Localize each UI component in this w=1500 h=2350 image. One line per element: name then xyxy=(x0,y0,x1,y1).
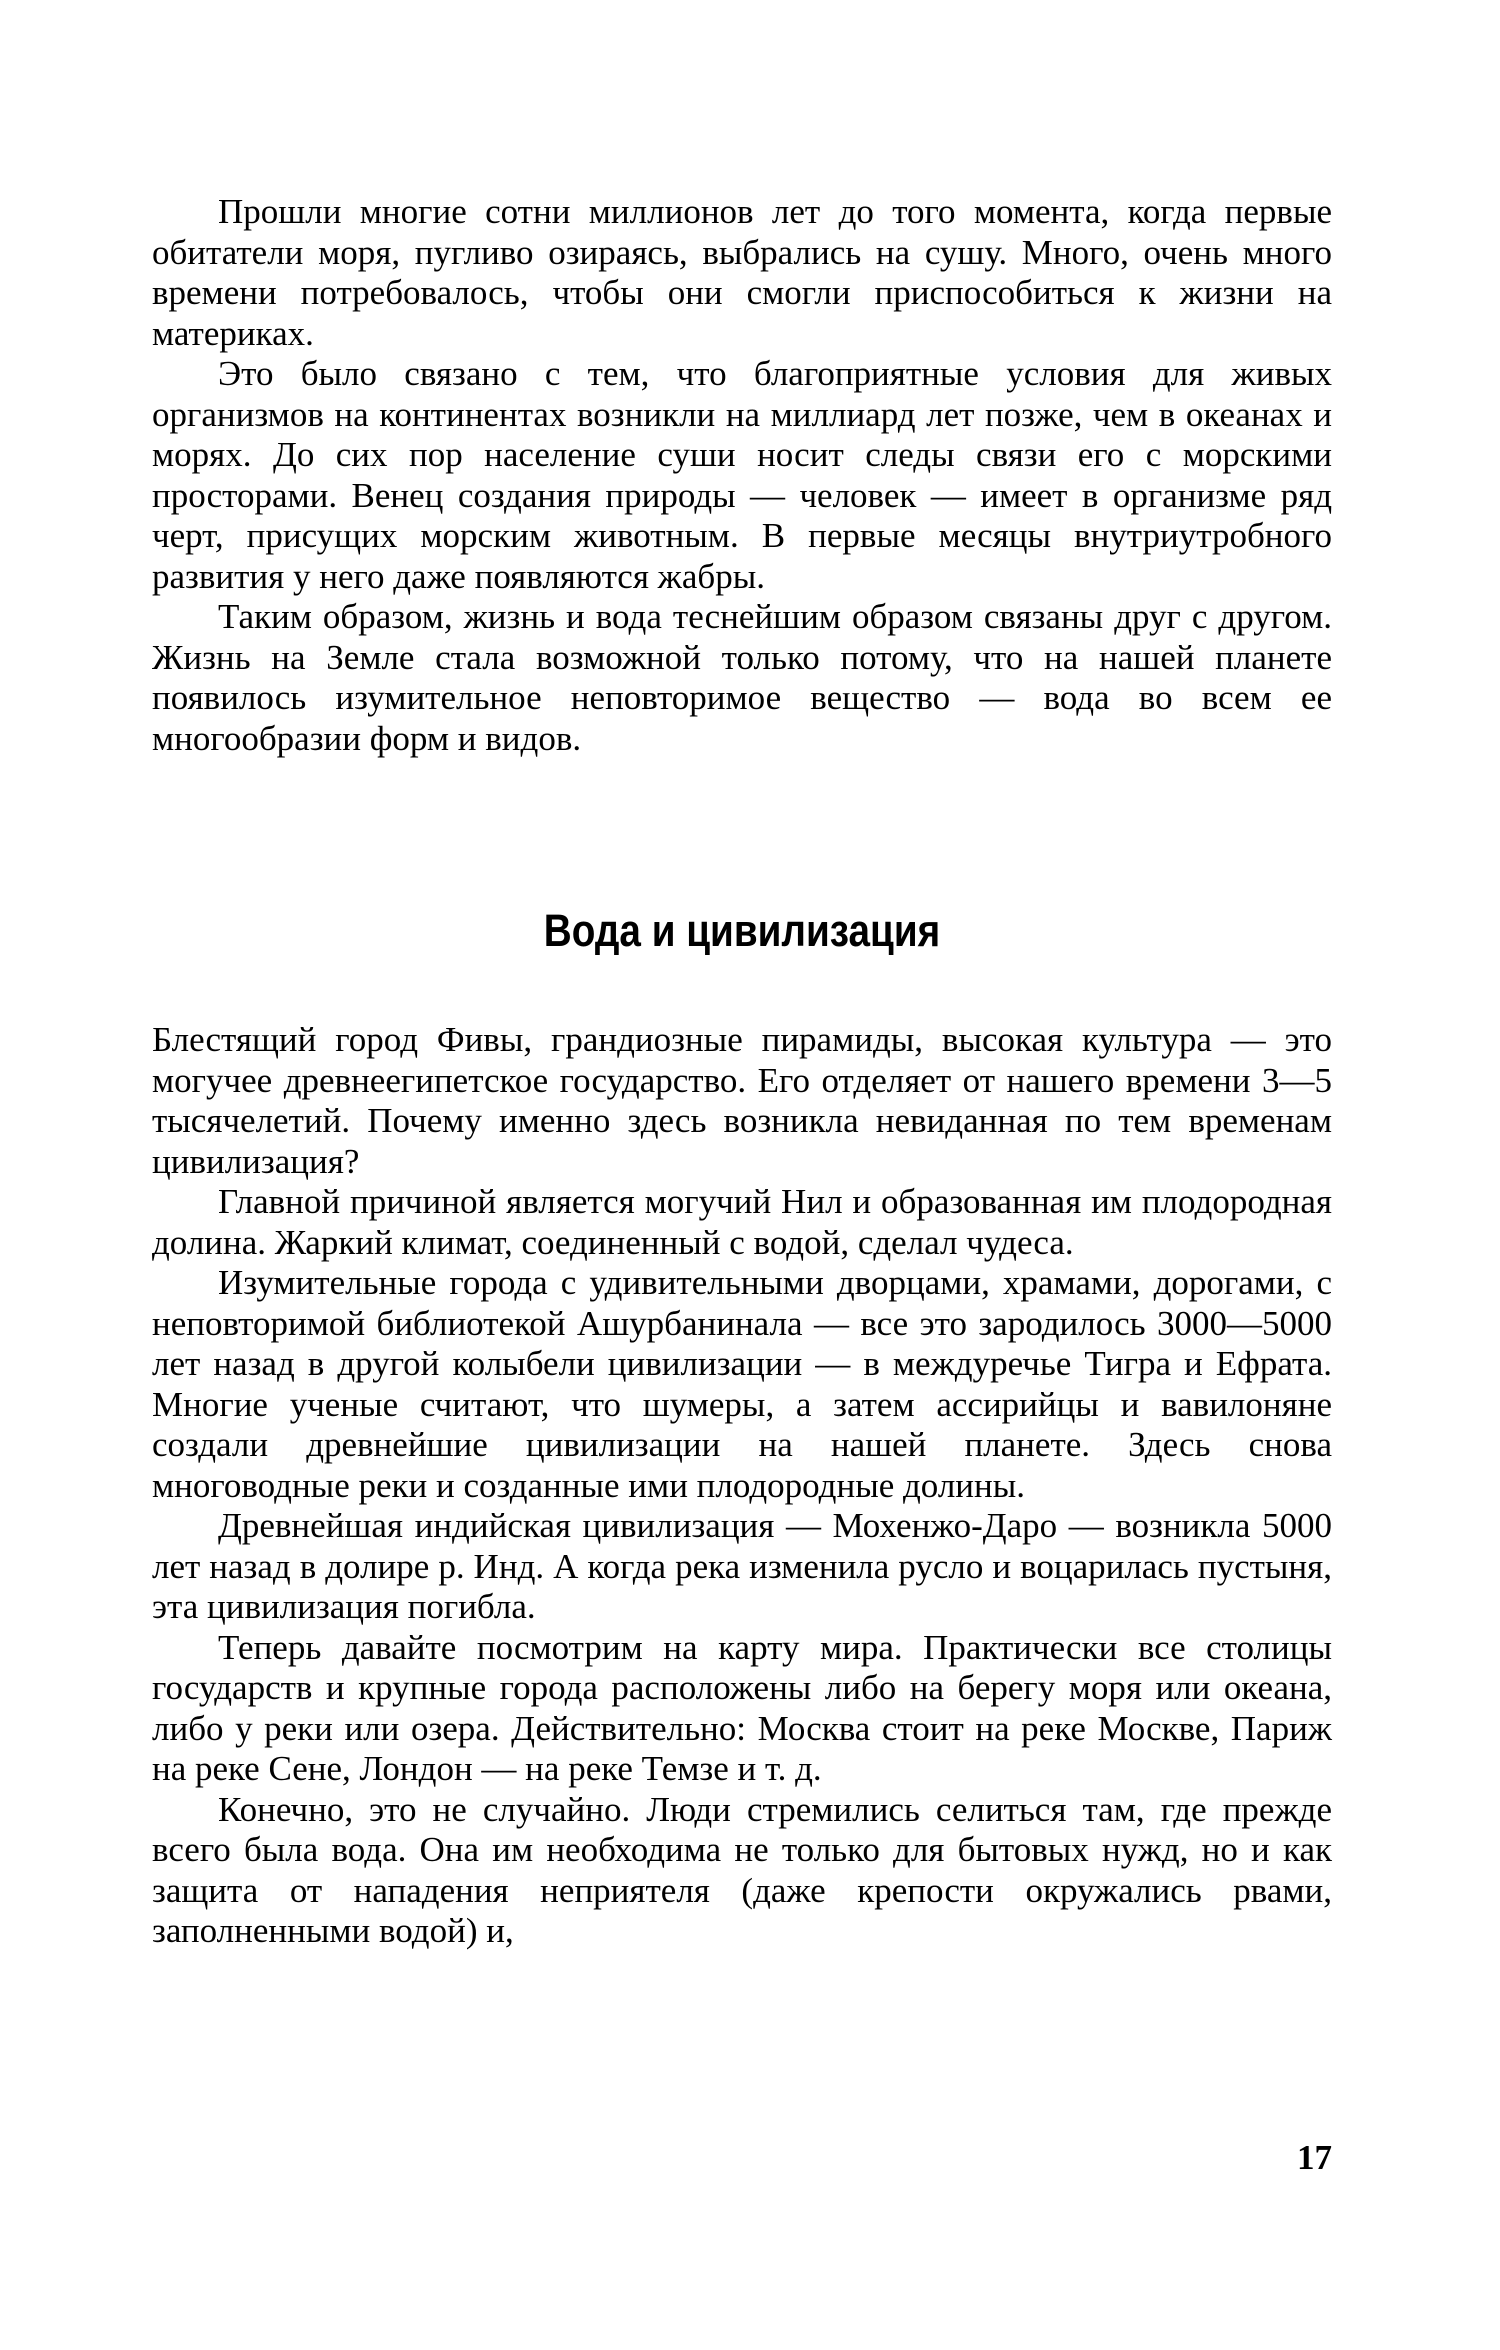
paragraph: Главной причиной является могучий Нил и образованная им плодородная долина. Жаркий климат, соединенный с водой, сделал чудеса. xyxy=(152,1182,1332,1262)
paragraph: Таким образом, жизнь и вода теснейшим образом связаны друг с другом. Жизнь на Земле стала возможной только потому, что на нашей планете появилось изумительное неповторимое вещество — вода во всем ее многообразии форм и видов. xyxy=(152,597,1332,758)
page-number: 17 xyxy=(1297,2138,1332,2177)
section-1-text xyxy=(152,192,1332,759)
paragraph: Изумительные города с удивительными дворцами, храмами, дорогами, с неповторимой библиотекой Ашурбанинала — все это зародилось 3000—5000 лет назад в другой колыбели цивилизации — в междуречье Тигра и Ефрата. Многие ученые считают, что шумеры, а затем ассирийцы и вавилоняне создали древнейшие цивилизации на нашей планете. Здесь снова многоводные реки и созданные ими плодородные долины. xyxy=(152,1263,1332,1505)
paragraph: Теперь давайте посмотрим на карту мира. Практически все столицы государств и крупные города расположены либо на берегу моря или океана, либо у реки или озера. Действительно: Москва стоит на реке Москве, Париж на реке Сене, Лондон — на реке Темзе и т. д. xyxy=(152,1627,1332,1788)
section-heading: Вода и цивилизация xyxy=(543,905,941,956)
paragraph: Это было связано с тем, что благоприятные условия для живых организмов на континентах возникли на миллиард лет позже, чем в океанах и морях. До сих пор население суши носит следы связи его с морскими просторами. Венец создания природы — человек — имеет в организме ряд черт, присущих морским животным. В первые месяцы внутриутробного развития у него даже появляются жабры. xyxy=(152,354,1332,596)
section-2-text xyxy=(152,1020,1332,1952)
paragraph: Древнейшая индийская цивилизация — Мохенжо-Даро — возникла 5000 лет назад в долире р. Инд. А когда река изменила русло и воцарилась пустыня, эта цивилизация погибла. xyxy=(152,1506,1332,1626)
paragraph: Блестящий город Фивы, грандиозные пирамиды, высокая культура — это могучее древнеегипетское государство. Его отделяет от нашего времени 3—5 тысячелетий. Почему именно здесь возникла невиданная по тем временам цивилизация? xyxy=(152,1020,1332,1181)
paragraph: Прошли многие сотни миллионов лет до того момента, когда первые обитатели моря, пугливо озираясь, выбрались на сушу. Много, очень много времени потребовалось, чтобы они смогли приспособиться к жизни на материках. xyxy=(152,192,1332,353)
paragraph: Конечно, это не случайно. Люди стремились селиться там, где прежде всего была вода. Она им необходима не только для бытовых нужд, но и как защита от нападения неприятеля (даже крепости окружались рвами, заполненными водой) и, xyxy=(152,1789,1332,1950)
